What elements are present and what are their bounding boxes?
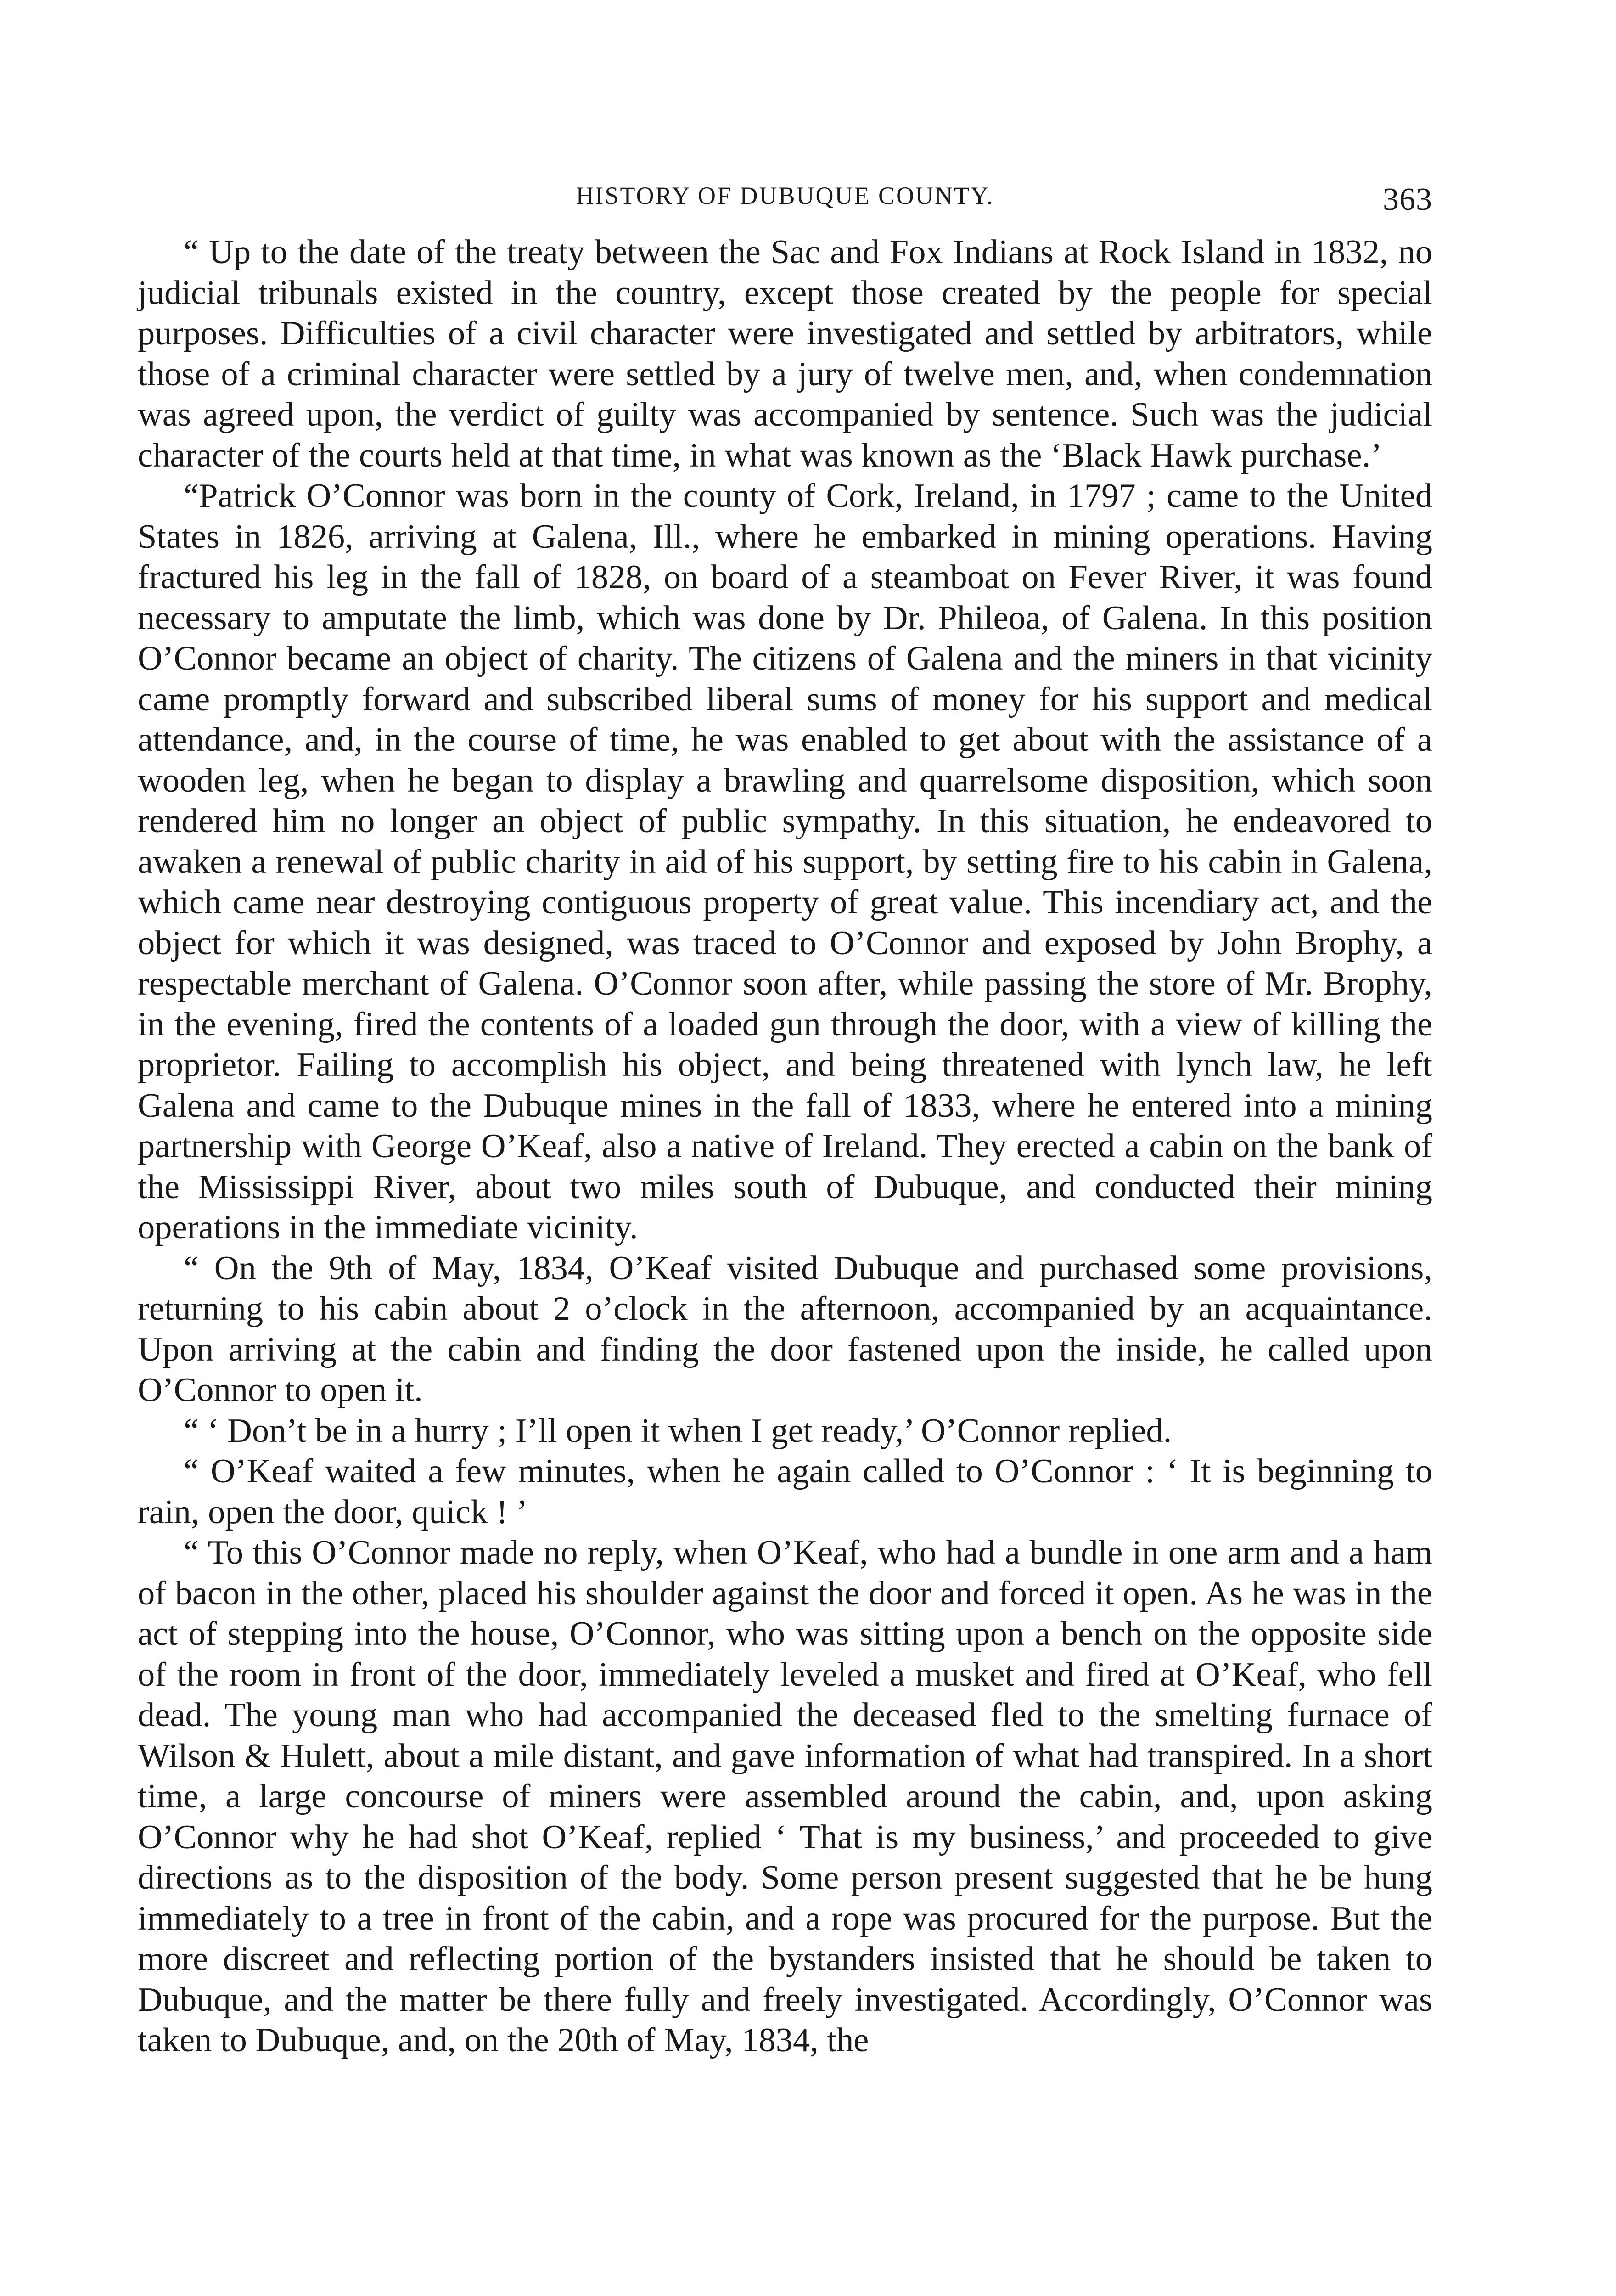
paragraph-shooting: “ To this O’Connor made no reply, when O’Keaf, who had a bundle in one arm and a ham of bacon in the other, placed his shoulder against the door and forced it open. As he was in the act of stepping into the house, O’Connor, who was sitting upon a bench on the opposite side of the room in front of the door, immediately leveled a musket and fired at O’Keaf, who fell dead. The young man who had accompanied the deceased fled to the smelting furnace of Wilson & Hulett, about a mile distant, and gave information of what had transpired. In a short time, a large concourse of miners were assembled around the cabin, and, upon asking O’Connor why he had shot O’Keaf, replied ‘ That is my business,’ and proceeded to give directions as to the disposition of the body. Some person present suggested that he be hung immediately to a tree in front of the cabin, and a rope was procured for the purpose. But the more discreet and reflecting portion of the bystanders insisted that he should be taken to Dubuque, and the matter be there fully and freely investigated. Accordingly, O’Connor was taken to Dubuque, and, on the 20th of May, 1834, the [138, 1534, 1432, 2059]
paragraph-patrick-oconnor: “Patrick O’Connor was born in the county of Cork, Ireland, in 1797 ; came to the United States in 1826, arriving at Galena, Ill., where he embarked in mining operations. Having fractured his leg in the fall of 1828, on board of a steamboat on Fever River, it was found necessary to amputate the limb, which was done by Dr. Phileoa, of Galena. In this position O’Connor became an object of charity. The citizens of Galena and the miners in that vicinity came promptly forward and subscribed liberal sums of money for his support and medical attendance, and, in the course of time, he was enabled to get about with the assistance of a wooden leg, when he began to display a brawling and quarrelsome disposition, which soon rendered him no longer an object of public sympathy. In this situation, he endeavored to awaken a renewal of public charity in aid of his support, by setting fire to his cabin in Galena, which came near destroying contiguous property of great value. This incendiary act, and the object for which it was designed, was traced to O’Connor and exposed by John Brophy, a respectable merchant of Galena. O’Connor soon after, while passing the store of Mr. Brophy, in the evening, fired the contents of a loaded gun through the door, with a view of killing the proprietor. Failing to accomplish his object, and being threatened with lynch law, he left Galena and came to the Dubuque mines in the fall of 1833, where he entered into a mining partnership with George O’Keaf, also a native of Ireland. They erected a cabin on the bank of the Mississippi River, about two miles south of Dubuque, and conducted their mining operations in the immediate vicinity. [138, 477, 1432, 1246]
running-header [138, 181, 1432, 232]
paragraph-okeaf-visit: “ On the 9th of May, 1834, O’Keaf visited Dubuque and purchased some provisions, returning to his cabin about 2 o’clock in the afternoon, accompanied by an acquaintance. Upon arriving at the cabin and finding the door fastened upon the inside, he called upon O’Connor to open it. [138, 1249, 1432, 1409]
page-number: 363 [1383, 182, 1432, 217]
running-title: HISTORY OF DUBUQUE COUNTY. [576, 182, 994, 209]
paragraph-okeaf-waited: “ O’Keaf waited a few minutes, when he again called to O’Connor : ‘ It is beginning to rain, open the door, quick ! ’ [138, 1452, 1432, 1531]
book-page [138, 181, 1432, 2061]
body-text [138, 232, 1432, 2061]
paragraph-treaty-tribunals: “ Up to the date of the treaty between the Sac and Fox Indians at Rock Island in 1832, no judicial tribunals existed in the country, except those created by the people for special purposes. Difficulties of a civil character were investigated and settled by arbitrators, while those of a criminal character were settled by a jury of twelve men, and, when condemnation was agreed upon, the verdict of guilty was accompanied by sentence. Such was the judicial character of the courts held at that time, in what was known as the ‘Black Hawk purchase.’ [138, 233, 1432, 474]
paragraph-oconnor-reply: “ ‘ Don’t be in a hurry ; I’ll open it when I get ready,’ O’Connor replied. [184, 1412, 1172, 1450]
